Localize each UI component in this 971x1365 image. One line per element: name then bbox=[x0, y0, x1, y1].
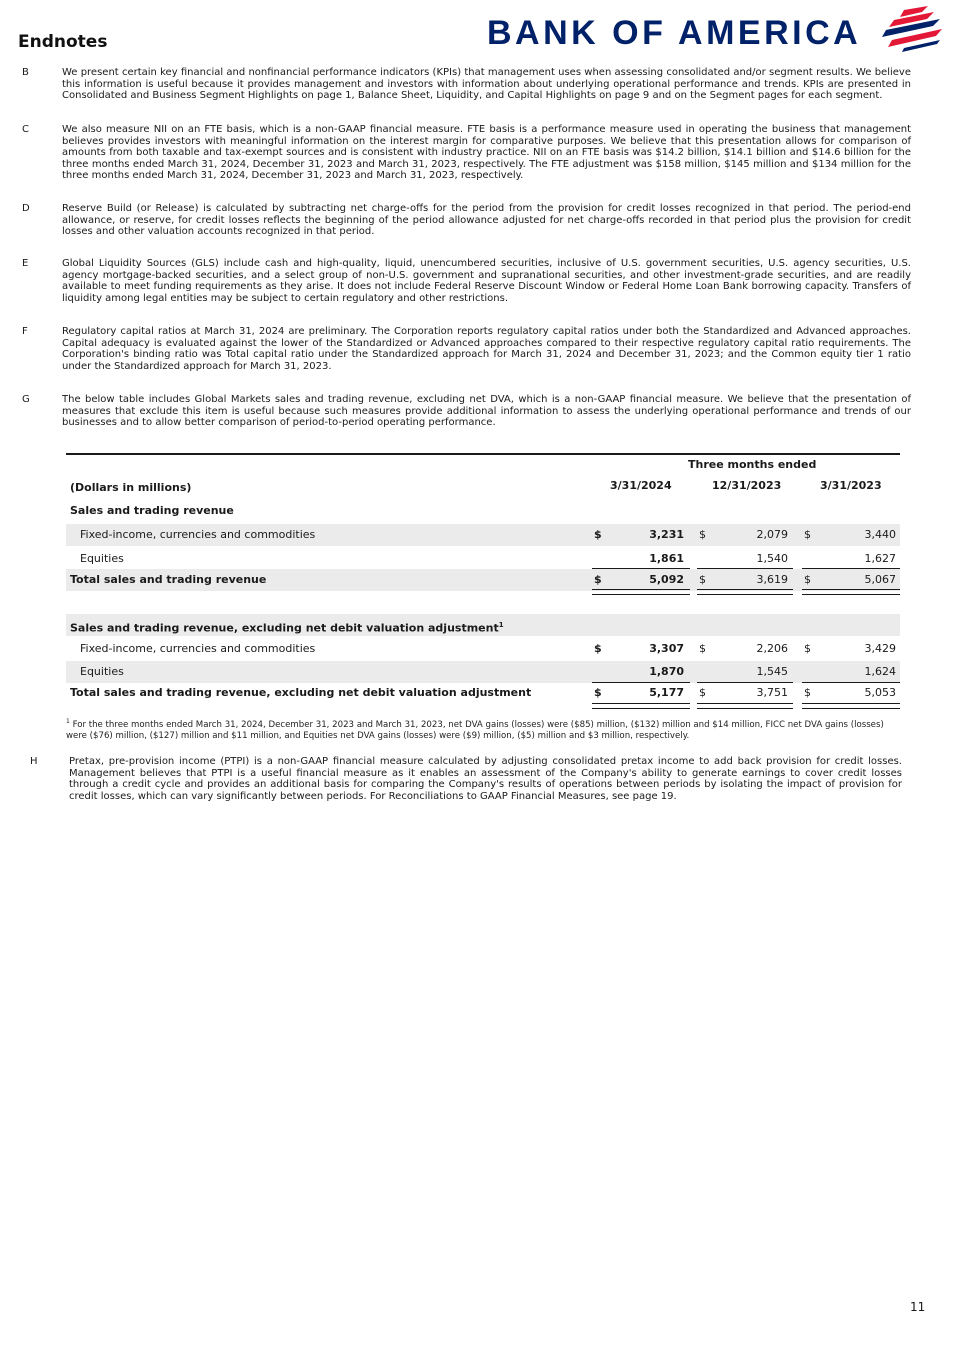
row-label: Total sales and trading revenue bbox=[70, 573, 267, 586]
value-cell: 2,206 bbox=[756, 642, 788, 655]
value-cell: 1,861 bbox=[649, 552, 684, 565]
value-cell: 3,440 bbox=[864, 528, 896, 541]
section-title-text: Sales and trading revenue, excluding net debit valuation adjustment bbox=[70, 621, 499, 635]
section-title bbox=[70, 614, 504, 636]
endnote-letter: E bbox=[22, 258, 29, 269]
value-cell: 1,624 bbox=[864, 665, 896, 678]
units-label: (Dollars in millions) bbox=[70, 481, 192, 494]
value-cell: 5,053 bbox=[864, 686, 896, 699]
section-title-row bbox=[66, 614, 900, 636]
logo-wordmark: BANK OF AMERICA bbox=[487, 14, 862, 52]
table-row bbox=[66, 638, 900, 660]
column-header: 3/31/2024 bbox=[610, 479, 672, 492]
currency-symbol: $ bbox=[699, 686, 706, 699]
value-cell: 3,231 bbox=[649, 528, 684, 541]
column-header: 12/31/2023 bbox=[712, 479, 782, 492]
endnote-b bbox=[22, 67, 911, 102]
currency-symbol: $ bbox=[804, 642, 811, 655]
value-cell: 1,540 bbox=[756, 552, 788, 565]
endnote-text: Global Liquidity Sources (GLS) include cash and high-quality, liquid, unencumbered securities, inclusive of U.S. government securities, U.S. agency securities, U.S. agency mortgage-backed securities, and a select group of non-U.S. government and supranational securities, and other investment-grade securities, and are readily available to meet funding requirements as they arise. It does not include Federal Reserve Discount Window or Federal Home Loan Bank borrowing capacity. Transfers of liquidity among legal entities may be subject to certain regulatory and other restrictions. bbox=[62, 258, 911, 304]
endnote-text: Reserve Build (or Release) is calculated by subtracting net charge-offs for the period from the provision for credit losses recognized in that period. The period-end allowance, or reserve, for credit losses reflects the beginning of the period allowance adjusted for net charge-offs recorded in that period plus the provision for credit losses and other valuation accounts recognized in that period. bbox=[62, 203, 911, 238]
table-row bbox=[66, 661, 900, 683]
endnote-f bbox=[22, 326, 911, 372]
endnote-h bbox=[30, 756, 902, 802]
endnote-d bbox=[22, 203, 911, 238]
total-double-rule bbox=[802, 703, 900, 709]
endnote-letter: G bbox=[22, 394, 30, 405]
value-cell: 3,307 bbox=[649, 642, 684, 655]
value-cell: 3,619 bbox=[756, 573, 788, 586]
currency-symbol: $ bbox=[699, 573, 706, 586]
total-double-rule bbox=[697, 703, 793, 709]
total-row bbox=[66, 569, 900, 591]
row-label: Equities bbox=[80, 552, 124, 565]
endnote-text: We also measure NII on an FTE basis, which is a non-GAAP financial measure. FTE basis is a performance measure used in operating the business that management believes provides investors with meaningful information on the interest margin for comparative purposes. We believe that this presentation allows for comparison of amounts from both taxable and tax-exempt sources and is consistent with industry practice. NII on an FTE basis was $14.2 billion, $14.1 billion and $14.6 billion for the three months ended March 31, 2024, December 31, 2023 and March 31, 2023, respectively. The FTE adjustment was $158 million, $145 million and $134 million for the three months ended March 31, 2024, December 31, 2023 and March 31, 2023, respectively. bbox=[62, 124, 911, 182]
currency-symbol: $ bbox=[594, 573, 602, 586]
currency-symbol: $ bbox=[804, 573, 811, 586]
flag-icon bbox=[882, 6, 944, 52]
endnote-letter: B bbox=[22, 67, 29, 78]
currency-symbol: $ bbox=[804, 686, 811, 699]
endnote-text: We present certain key financial and nonfinancial performance indicators (KPIs) that management uses when assessing consolidated and/or segment results. We believe this information is useful because it provides management and investors with information about underlying operational performance and trends. KPIs are presented in Consolidated and Business Segment Highlights on page 1, Balance Sheet, Liquidity, and Capital Highlights on page 9 and on the Segment pages for each segment. bbox=[62, 67, 911, 102]
endnote-letter: H bbox=[30, 756, 38, 767]
row-label: Equities bbox=[80, 665, 124, 678]
column-header: 3/31/2023 bbox=[820, 479, 882, 492]
footnote-text: For the three months ended March 31, 2024, December 31, 2023 and March 31, 2023, net DVA gains (losses) were ($85) million, ($132) million and $14 million, FICC net DVA gains (losses) were ($76) million, ($127) million and $11 million, and Equities net DVA gains (losses) were ($9) million, ($5) million and $3 million, respectively. bbox=[66, 719, 884, 741]
table-top-rule bbox=[66, 453, 900, 455]
table-footnote bbox=[66, 716, 902, 742]
row-label: Total sales and trading revenue, excluding net debit valuation adjustment bbox=[70, 686, 532, 699]
page-title: Endnotes bbox=[18, 32, 108, 52]
currency-symbol: $ bbox=[804, 528, 811, 541]
endnote-letter: D bbox=[22, 203, 30, 214]
row-label: Fixed-income, currencies and commodities bbox=[80, 528, 316, 541]
table-row bbox=[66, 524, 900, 546]
total-row bbox=[66, 682, 900, 704]
value-cell: 3,429 bbox=[864, 642, 896, 655]
value-cell: 1,545 bbox=[756, 665, 788, 678]
total-double-rule bbox=[802, 589, 900, 595]
value-cell: 5,092 bbox=[649, 573, 684, 586]
total-double-rule bbox=[592, 703, 690, 709]
footnote-mark: 1 bbox=[66, 718, 70, 725]
currency-symbol: $ bbox=[699, 642, 706, 655]
total-double-rule bbox=[697, 589, 793, 595]
endnote-text: The below table includes Global Markets sales and trading revenue, excluding net DVA, which is a non-GAAP financial measure. We believe that the presentation of measures that exclude this item is useful because such measures provide additional information to assess the underlying operational performance and trends of our businesses and to allow better comparison of period-to-period operating performance. bbox=[62, 394, 911, 429]
endnote-e bbox=[22, 258, 911, 304]
table-row bbox=[66, 548, 900, 570]
endnote-letter: C bbox=[22, 124, 29, 135]
endnote-text: Regulatory capital ratios at March 31, 2024 are preliminary. The Corporation reports regulatory capital ratios under both the Standardized and Advanced approaches. Capital adequacy is evaluated against the lower of the Standardized or Advanced approaches compared to their respective regulatory capital ratio requirements. The Corporation's binding ratio was Total capital ratio under the Standardized approach for March 31, 2024 and December 31, 2023; and the Common equity tier 1 ratio under the Standardized approach for March 31, 2023. bbox=[62, 326, 911, 372]
value-cell: 1,627 bbox=[864, 552, 896, 565]
endnote-g bbox=[22, 394, 911, 429]
endnote-text: Pretax, pre-provision income (PTPI) is a non-GAAP financial measure calculated by adjusting consolidated pretax income to add back provision for credit losses. Management believes that PTPI is a useful financial measure as it enables an assessment of the Company's ability to generate earnings to cover credit losses through a credit cycle and provides an additional basis for comparing the Company's results of operations between periods by isolating the impact of provision for credit losses, which can vary significantly between periods. For Reconciliations to GAAP Financial Measures, see page 19. bbox=[69, 756, 902, 802]
page-number: 11 bbox=[910, 1300, 926, 1314]
section-title: Sales and trading revenue bbox=[70, 504, 234, 517]
endnote-letter: F bbox=[22, 326, 28, 337]
row-label: Fixed-income, currencies and commodities bbox=[80, 642, 316, 655]
group-header: Three months ended bbox=[688, 458, 817, 471]
footnote-marker: 1 bbox=[498, 621, 504, 629]
value-cell: 2,079 bbox=[756, 528, 788, 541]
currency-symbol: $ bbox=[699, 528, 706, 541]
section-title-row bbox=[66, 500, 900, 522]
value-cell: 5,177 bbox=[649, 686, 684, 699]
value-cell: 5,067 bbox=[864, 573, 896, 586]
currency-symbol: $ bbox=[594, 686, 602, 699]
currency-symbol: $ bbox=[594, 528, 602, 541]
value-cell: 3,751 bbox=[756, 686, 788, 699]
endnote-c bbox=[22, 124, 911, 182]
total-double-rule bbox=[592, 589, 690, 595]
currency-symbol: $ bbox=[594, 642, 602, 655]
value-cell: 1,870 bbox=[649, 665, 684, 678]
